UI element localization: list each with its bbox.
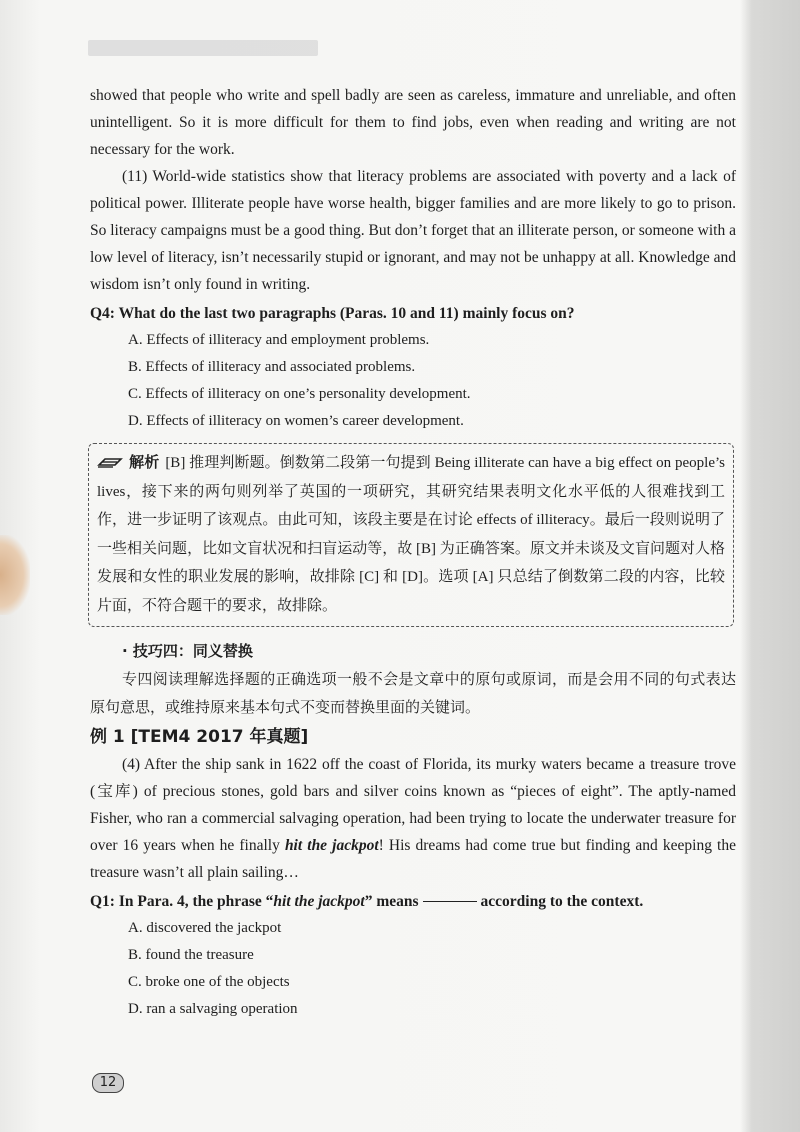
analysis-label: 解析 xyxy=(129,453,160,471)
example-heading: 例 1 [TEM4 2017 年真题] xyxy=(90,727,309,747)
passage-paragraph-10-end: showed that people who write and spell badly are seen as careless, immature and unreliable, and often unintelligent. So it is more difficult for them to find jobs, even when reading and writing are not necessary for the work. xyxy=(90,87,736,158)
question-4: Q4: What do the last two paragraphs (Paras. 10 and 11) mainly focus on? xyxy=(90,305,575,322)
option-a: A. Effects of illiteracy and employment problems. xyxy=(128,332,430,348)
q1-option-c: C. broke one of the objects xyxy=(128,974,290,990)
option-c: C. Effects of illiteracy on one’s personality development. xyxy=(128,386,471,402)
finger-shadow xyxy=(0,535,30,615)
q1-option-b: B. found the treasure xyxy=(128,947,254,963)
skill-description: 专四阅读理解选择题的正确选项一般不会是文章中的原句或原词，而是会用不同的句式表达原句意思，或维持原来基本句式不变而替换里面的关键词。 xyxy=(90,670,736,716)
answer-blank xyxy=(423,901,477,902)
page-content xyxy=(90,82,736,1023)
analysis-text: [B] 推理判断题。倒数第二段第一句提到 Being illiterate can have a big effect on people’s lives，接下来的两句则列举了英国的一项研究，其研究结果表明文化水平低的人很难找到工作，进一步证明了该观点。由此可知，该段主要是在讨论 effects of illiteracy。最后一段则说明了一些相关问题，比如文盲状况和扫盲运动等，故 [B] 为正确答案。原文并未谈及文盲问题对人格发展和女性的职业发展的影响，故排除 [C] 和 [D]。选项 [A] 只总结了倒数第二段的内容，比较片面，不符合题干的要求，故排除。 xyxy=(97,455,725,614)
skill-heading: · 技巧四：同义替换 xyxy=(122,642,253,660)
highlight-phrase: hit the jackpot xyxy=(284,837,379,854)
option-d: D. Effects of illiteracy on women’s career development. xyxy=(128,413,464,429)
analysis-box xyxy=(88,443,734,627)
faded-header xyxy=(88,40,318,56)
q1-option-a: A. discovered the jackpot xyxy=(128,920,282,936)
page-number: 12 xyxy=(92,1073,124,1093)
example-passage: (4) After the ship sank in 1622 off the coast of Florida, its murky waters became a treasure trove (宝库) of precious stones, gold bars and silver coins known as “pieces of eight”. The aptly-named Fisher, who ran a commercial salvaging operation, had been trying to locate the underwater treasure for over 16 years when he finally hit the jackpot! His dreams had come true but finding and keeping the treasure wasn’t all plain sailing… xyxy=(90,756,736,881)
question-1: Q1: In Para. 4, the phrase “hit the jackpot” means according to the context. xyxy=(90,893,644,910)
pencil-note-icon xyxy=(97,454,123,468)
option-b: B. Effects of illiteracy and associated problems. xyxy=(128,359,416,375)
passage-paragraph-11: (11) World-wide statistics show that literacy problems are associated with poverty and a lack of political power. Illiterate people have worse health, bigger families and are more likely to go to prison. So literacy campaigns must be a good thing. But don’t forget that an illiterate person, or someone with a low level of literacy, isn’t necessarily stupid or ignorant, and may not be unhappy at all. Knowledge and wisdom isn’t only found in writing. xyxy=(90,168,736,293)
q1-option-d: D. ran a salvaging operation xyxy=(128,1001,298,1017)
